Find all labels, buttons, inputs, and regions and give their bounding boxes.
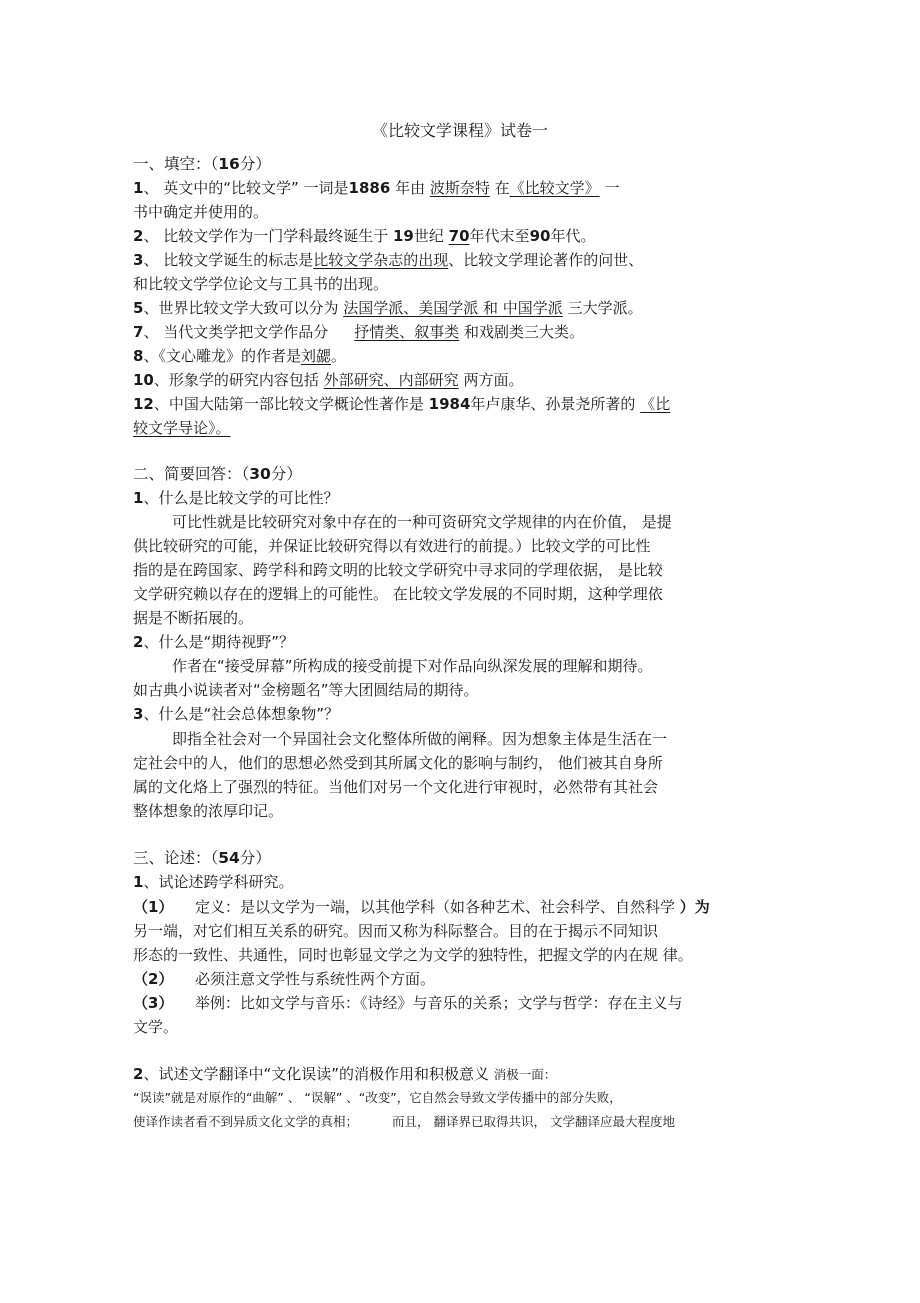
section-essay-heading: 三、论述：（54分） xyxy=(133,849,271,867)
short-answer-1-line: 文学研究赖以存在的逻辑上的可能性。 在比较文学发展的不同时期，这种学理依 xyxy=(133,585,663,603)
exam-title: 《比较文学课程》试卷一 xyxy=(371,121,548,140)
short-answer-2-line: 如古典小说读者对“金榜题名”等大团圆结局的期待。 xyxy=(133,681,479,699)
fill-item-3-cont: 和比较文学学位论文与工具书的出现。 xyxy=(133,275,389,293)
fill-item-12-cont: 较文学导论》。 xyxy=(133,419,231,437)
short-answer-1-line: 供比较研究的可能，并保证比较研究得以有效进行的前提。）比较文学的可比性 xyxy=(133,537,651,555)
answer-blank: 法国学派、美国学派 和 中国学派 xyxy=(343,299,563,317)
fill-item-10: 10、形象学的研究内容包括 外部研究、内部研究 两方面。 xyxy=(133,371,524,389)
short-question-1: 1、什么是比较文学的可比性？ xyxy=(133,489,339,507)
section-fill-heading: 一、填空：（16分） xyxy=(133,155,271,173)
essay-answer-2-line: “误读”就是对原作的“曲解” 、 “误解” 、“改变”，它自然会导致文学传播中的部分失败， xyxy=(133,1090,622,1105)
short-answer-2-line: 作者在“接受屏幕”所构成的接受前提下对作品向纵深发展的理解和期待。 xyxy=(172,657,653,675)
essay-question-1: 1、试论述跨学科研究。 xyxy=(133,873,294,891)
essay-point-3: （3） 举例：比如文学与音乐：《诗经》与音乐的关系；文学与哲学：存在主义与 xyxy=(133,994,683,1012)
fill-item-5: 5、世界比较文学大致可以分为 法国学派、美国学派 和 中国学派 三大学派。 xyxy=(133,299,643,317)
short-answer-3-line: 整体想象的浓厚印记。 xyxy=(133,802,284,820)
short-answer-1-line: 指的是在跨国家、跨学科和跨文明的比较文学研究中寻求同的学理依据， 是比较 xyxy=(133,561,663,579)
fill-item-7: 7、 当代文类学把文学作品分 抒情类、叙事类 和戏剧类三大类。 xyxy=(133,323,585,341)
fill-item-1-cont: 书中确定并使用的。 xyxy=(133,203,269,221)
answer-blank: 比较文学杂志的出现 xyxy=(313,251,449,269)
fill-item-2: 2、 比较文学作为一门学科最终诞生于 19世纪 70年代末至90年代。 xyxy=(133,227,596,245)
short-answer-1-line: 可比性就是比较研究对象中存在的一种可资研究文学规律的内在价值， 是提 xyxy=(172,513,672,531)
short-answer-3-line: 定社会中的人，他们的思想必然受到其所属文化的影响与制约， 他们被其自身所 xyxy=(133,754,663,772)
essay-point-3-cont: 文学。 xyxy=(133,1018,179,1036)
essay-point-2: （2） 必须注意文学性与系统性两个方面。 xyxy=(133,970,436,988)
essay-point-1-line: 形态的一致性、共通性，同时也彰显文学之为文学的独特性，把握文学的内在规 律。 xyxy=(133,946,693,964)
answer-blank: 抒情类、叙事类 xyxy=(354,323,460,341)
section-short-heading: 二、简要回答：（30分） xyxy=(133,465,302,483)
short-question-3: 3、什么是“社会总体想象物”？ xyxy=(133,705,339,723)
fill-item-8: 8、《文心雕龙》的作者是刘勰。 xyxy=(133,347,346,365)
answer-blank: 外部研究、内部研究 xyxy=(323,371,459,389)
short-question-2: 2、什么是“期待视野”？ xyxy=(133,633,294,651)
answer-blank: 刘勰 xyxy=(300,347,331,365)
essay-point-1: （1） 定义：是以文学为一端，以其他学科（如各种艺术、社会科学、自然科学 ）为 xyxy=(133,898,710,916)
fill-item-12: 12、中国大陆第一部比较文学概论性著作是 1984年卢康华、孙景尧所著的 《比 xyxy=(133,395,671,413)
short-answer-3-line: 属的文化烙上了强烈的特征。当他们对另一个文化进行审视时，必然带有其社会 xyxy=(133,778,659,796)
answer-blank: 波斯奈特 xyxy=(429,179,490,197)
essay-point-1-line: 另一端，对它们相互关系的研究。因而又称为科际整合。目的在于揭示不同知识 xyxy=(133,922,659,940)
fill-item-3: 3、 比较文学诞生的标志是比较文学杂志的出现、比较文学理论著作的问世、 xyxy=(133,251,644,269)
fill-item-1: 1、 英文中的“比较文学” 一词是1886 年由 波斯奈特 在《比较文学》 一 xyxy=(133,179,620,197)
answer-blank: 《比较文学》 xyxy=(509,179,600,197)
short-answer-3-line: 即指全社会对一个异国社会文化整体所做的阐释。因为想象主体是生活在一 xyxy=(172,730,668,748)
answer-blank: 70 xyxy=(448,227,470,245)
short-answer-1-line: 据是不断拓展的。 xyxy=(133,609,254,627)
answer-blank: 《比 xyxy=(640,395,671,413)
essay-question-2: 2、试述文学翻译中“文化误读”的消极作用和积极意义 消极一面： xyxy=(133,1065,557,1083)
essay-answer-2-line: 使译作读者看不到异质文化文学的真相； 而且， 翻译界已取得共识， 文学翻译应最大程度地 xyxy=(133,1114,675,1129)
